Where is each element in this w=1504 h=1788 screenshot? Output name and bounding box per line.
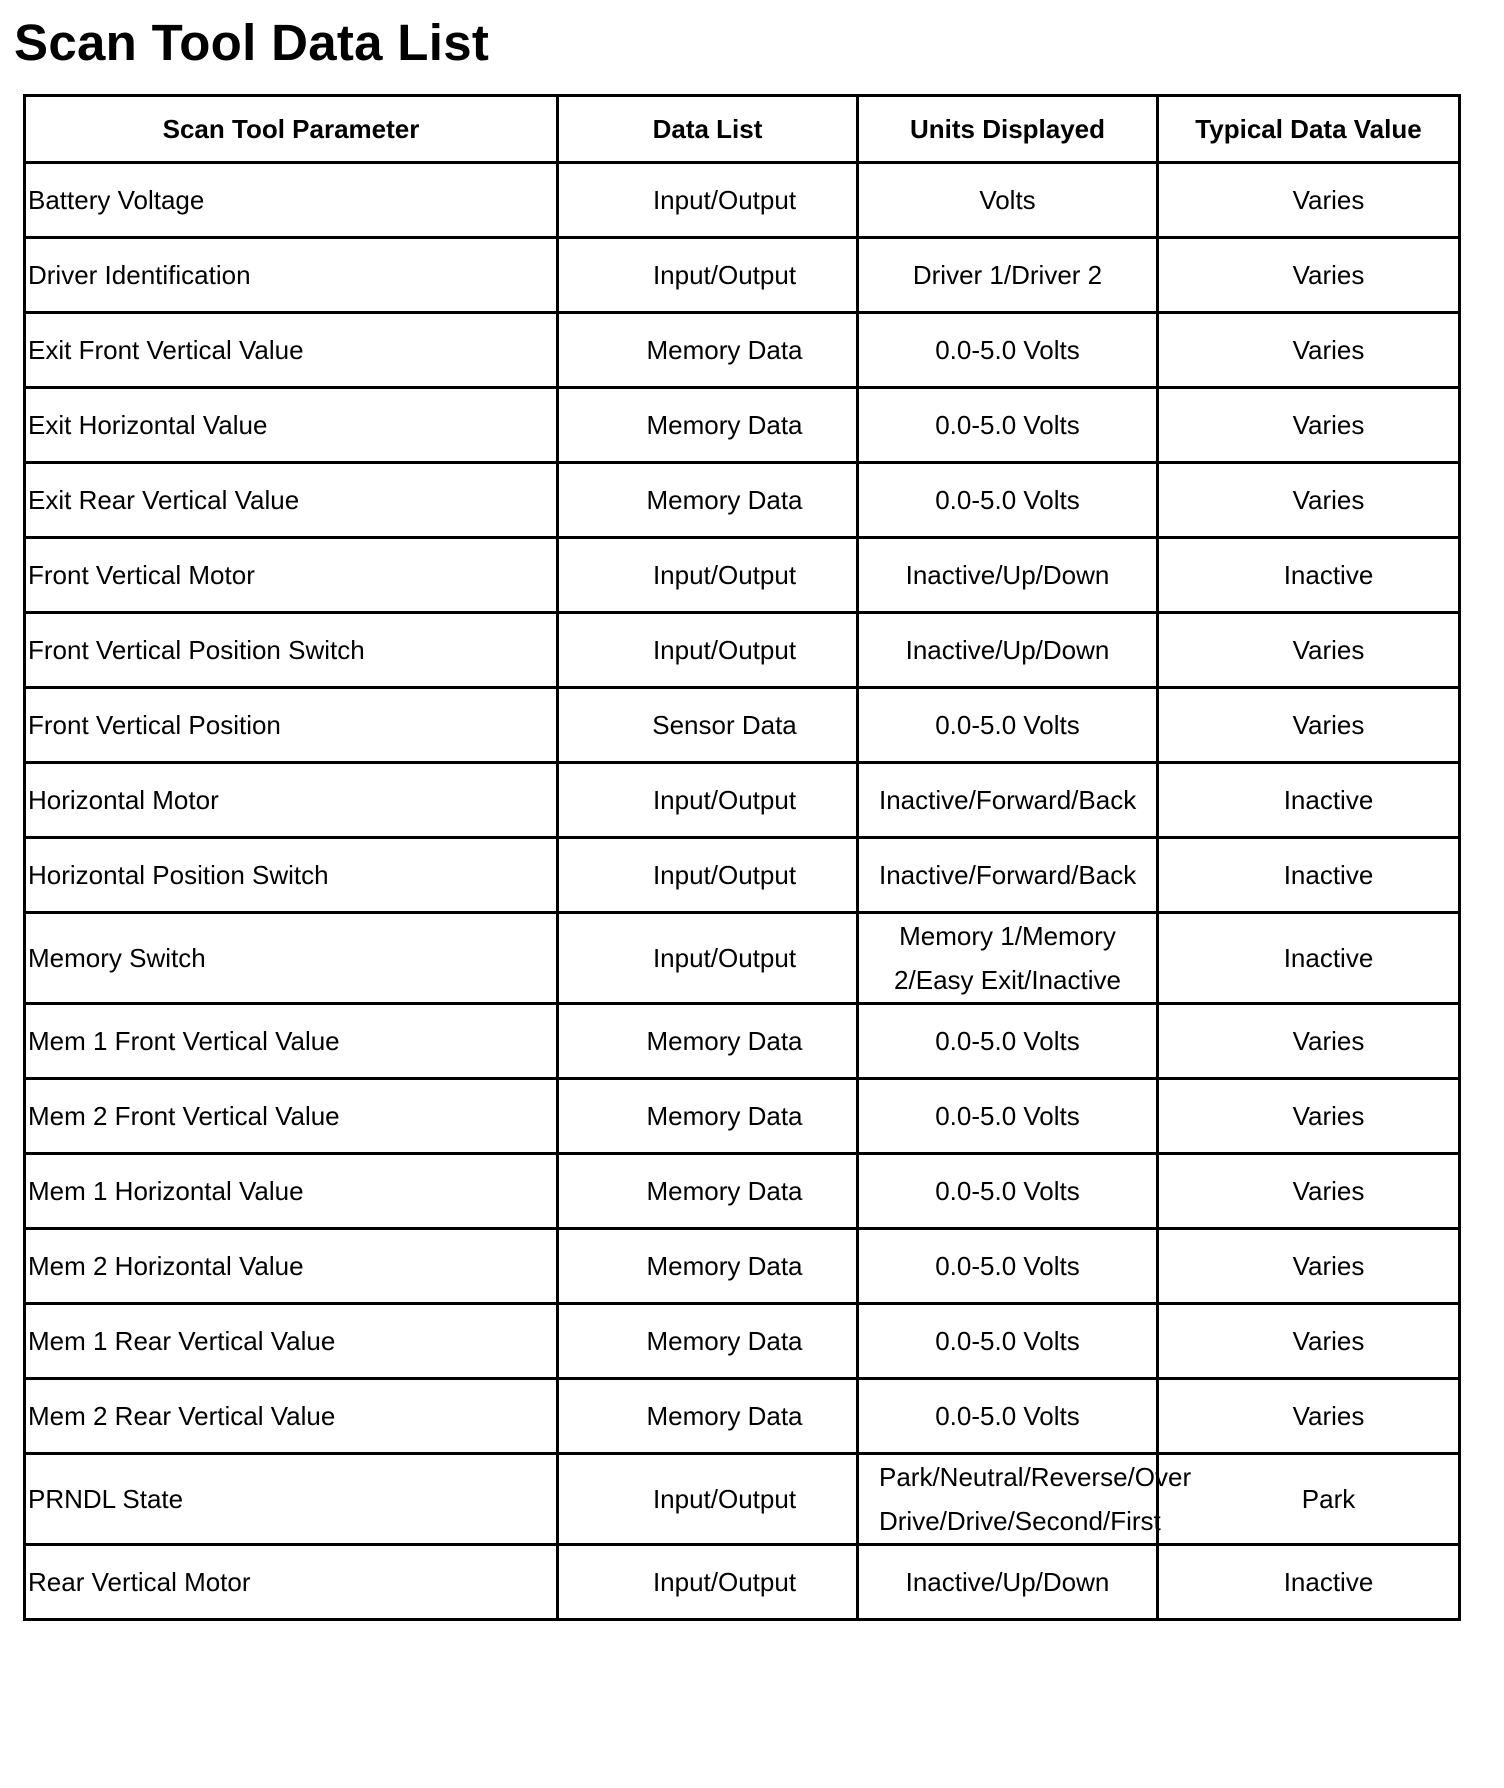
cell-typical-value: Inactive [1158, 913, 1460, 1004]
cell-parameter: PRNDL State [25, 1454, 558, 1545]
cell-data-list: Memory Data [558, 463, 858, 538]
cell-data-list: Memory Data [558, 1379, 858, 1454]
cell-typical-value: Park [1158, 1454, 1460, 1545]
cell-units: Inactive/Up/Down [858, 538, 1158, 613]
cell-data-list: Memory Data [558, 1004, 858, 1079]
cell-typical-value: Varies [1158, 388, 1460, 463]
cell-units: Inactive/Up/Down [858, 613, 1158, 688]
cell-data-list: Input/Output [558, 1454, 858, 1545]
cell-typical-value: Inactive [1158, 763, 1460, 838]
cell-typical-value: Inactive [1158, 838, 1460, 913]
table-row [25, 763, 1460, 838]
table-row [25, 1229, 1460, 1304]
cell-parameter: Mem 1 Horizontal Value [25, 1154, 558, 1229]
cell-parameter: Mem 2 Rear Vertical Value [25, 1379, 558, 1454]
cell-typical-value: Varies [1158, 163, 1460, 238]
cell-typical-value: Varies [1158, 313, 1460, 388]
cell-parameter: Front Vertical Motor [25, 538, 558, 613]
table-row [25, 1304, 1460, 1379]
cell-data-list: Input/Output [558, 838, 858, 913]
cell-data-list: Memory Data [558, 1154, 858, 1229]
cell-units: 0.0-5.0 Volts [858, 1379, 1158, 1454]
cell-units: Inactive/Forward/Back [858, 763, 1158, 838]
header-typical-data-value: Typical Data Value [1158, 96, 1460, 163]
cell-typical-value: Varies [1158, 1229, 1460, 1304]
cell-typical-value: Varies [1158, 1004, 1460, 1079]
cell-parameter: Exit Rear Vertical Value [25, 463, 558, 538]
table-row [25, 838, 1460, 913]
cell-parameter: Battery Voltage [25, 163, 558, 238]
cell-data-list: Memory Data [558, 388, 858, 463]
table-row [25, 1154, 1460, 1229]
cell-units: 0.0-5.0 Volts [858, 1154, 1158, 1229]
cell-units: 0.0-5.0 Volts [858, 1229, 1158, 1304]
table-row [25, 1079, 1460, 1154]
cell-units: Volts [858, 163, 1158, 238]
cell-parameter: Front Vertical Position [25, 688, 558, 763]
table-row [25, 238, 1460, 313]
cell-units: 0.0-5.0 Volts [858, 1304, 1158, 1379]
table-row [25, 313, 1460, 388]
cell-units: Park/Neutral/Reverse/Over Drive/Drive/Second/First [858, 1454, 1158, 1545]
cell-typical-value: Varies [1158, 238, 1460, 313]
cell-parameter: Memory Switch [25, 913, 558, 1004]
cell-typical-value: Varies [1158, 463, 1460, 538]
cell-units: 0.0-5.0 Volts [858, 388, 1158, 463]
cell-data-list: Input/Output [558, 1545, 858, 1620]
page-title: Scan Tool Data List [14, 14, 490, 71]
table-row [25, 913, 1460, 1004]
cell-typical-value: Varies [1158, 1379, 1460, 1454]
scan-tool-data-table [23, 94, 1461, 1621]
cell-parameter: Mem 1 Front Vertical Value [25, 1004, 558, 1079]
table-header-row [25, 96, 1460, 163]
cell-units: 0.0-5.0 Volts [858, 313, 1158, 388]
cell-typical-value: Varies [1158, 1154, 1460, 1229]
cell-typical-value: Varies [1158, 1304, 1460, 1379]
cell-parameter: Exit Horizontal Value [25, 388, 558, 463]
cell-units: Driver 1/Driver 2 [858, 238, 1158, 313]
table-row [25, 1004, 1460, 1079]
cell-typical-value: Varies [1158, 1079, 1460, 1154]
table-row [25, 463, 1460, 538]
cell-data-list: Sensor Data [558, 688, 858, 763]
cell-units: Memory 1/Memory 2/Easy Exit/Inactive [858, 913, 1158, 1004]
cell-parameter: Horizontal Position Switch [25, 838, 558, 913]
cell-data-list: Memory Data [558, 1229, 858, 1304]
cell-parameter: Mem 2 Horizontal Value [25, 1229, 558, 1304]
cell-data-list: Input/Output [558, 163, 858, 238]
cell-parameter: Exit Front Vertical Value [25, 313, 558, 388]
table-row [25, 1545, 1460, 1620]
cell-units: 0.0-5.0 Volts [858, 688, 1158, 763]
cell-parameter: Horizontal Motor [25, 763, 558, 838]
cell-typical-value: Varies [1158, 688, 1460, 763]
cell-parameter: Front Vertical Position Switch [25, 613, 558, 688]
table-row [25, 163, 1460, 238]
cell-data-list: Input/Output [558, 763, 858, 838]
cell-parameter: Mem 2 Front Vertical Value [25, 1079, 558, 1154]
cell-parameter: Mem 1 Rear Vertical Value [25, 1304, 558, 1379]
cell-units: Inactive/Forward/Back [858, 838, 1158, 913]
header-scan-tool-parameter: Scan Tool Parameter [25, 96, 558, 163]
header-data-list: Data List [558, 96, 858, 163]
header-units-displayed: Units Displayed [858, 96, 1158, 163]
table-row [25, 688, 1460, 763]
cell-data-list: Input/Output [558, 238, 858, 313]
table-row [25, 388, 1460, 463]
cell-units: Inactive/Up/Down [858, 1545, 1158, 1620]
cell-typical-value: Varies [1158, 613, 1460, 688]
cell-data-list: Memory Data [558, 1079, 858, 1154]
cell-data-list: Memory Data [558, 313, 858, 388]
cell-data-list: Input/Output [558, 613, 858, 688]
table-row [25, 538, 1460, 613]
cell-typical-value: Inactive [1158, 1545, 1460, 1620]
cell-data-list: Input/Output [558, 913, 858, 1004]
cell-data-list: Memory Data [558, 1304, 858, 1379]
cell-parameter: Driver Identification [25, 238, 558, 313]
table-row [25, 613, 1460, 688]
cell-data-list: Input/Output [558, 538, 858, 613]
cell-parameter: Rear Vertical Motor [25, 1545, 558, 1620]
cell-units: 0.0-5.0 Volts [858, 1004, 1158, 1079]
cell-units: 0.0-5.0 Volts [858, 463, 1158, 538]
table-row [25, 1454, 1460, 1545]
cell-units: 0.0-5.0 Volts [858, 1079, 1158, 1154]
table-row [25, 1379, 1460, 1454]
cell-typical-value: Inactive [1158, 538, 1460, 613]
